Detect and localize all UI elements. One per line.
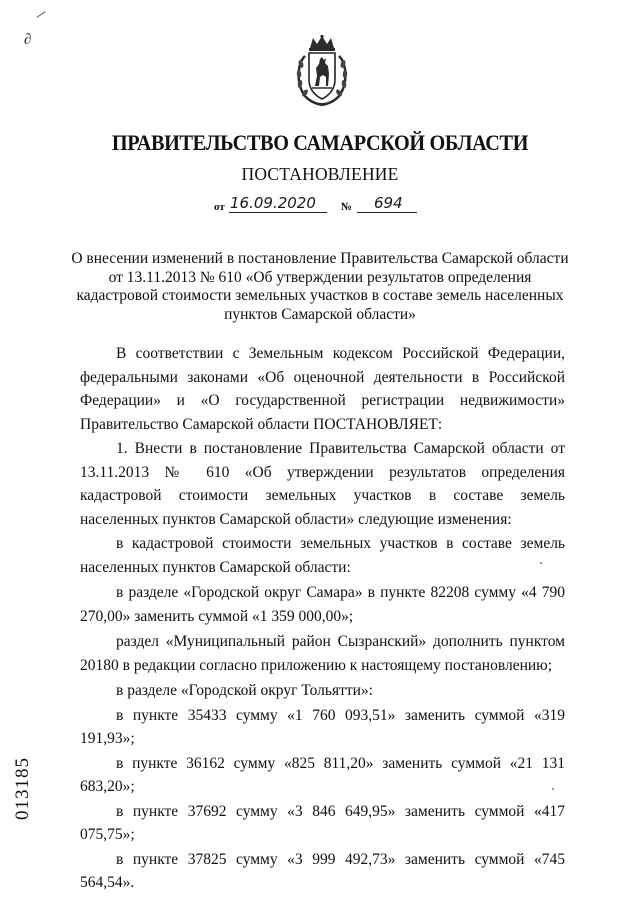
date-prefix: от	[214, 201, 225, 213]
coat-of-arms-samara-icon	[293, 34, 351, 108]
subject-heading: О внесении изменений в постановление Правительства Самарской области от 13.11.2013 № 610 «Об утверждении результатов определения кадастровой стоимости земельных участков в составе земель населенных пунктов Самарской области»	[71, 250, 569, 323]
body-paragraph: в пункте 35433 сумму «1 760 093,51» заменить суммой «319 191,93»;	[80, 706, 565, 747]
number-prefix: №	[341, 201, 353, 213]
side-registration-number: 013185	[12, 757, 33, 820]
body-paragraph: в пункте 36162 сумму «825 811,20» заменить суммой «21 131 683,20»;	[80, 754, 565, 795]
number-underline	[357, 212, 417, 213]
body-paragraph: в разделе «Городской округ Тольятти»:	[116, 682, 373, 699]
body-paragraph: в пункте 37825 сумму «3 999 492,73» заменить суммой «745 564,54».	[80, 850, 565, 891]
body-paragraph: в разделе «Городской округ Самара» в пункте 82208 сумму «4 790 270,00» заменить суммой «1 359 000,00»;	[80, 584, 565, 625]
resolution-body	[80, 342, 565, 895]
date-handwritten: 16.09.2020	[230, 194, 316, 212]
body-paragraph: в кадастровой стоимости земельных участков в составе земель населенных пунктов Самарской области:	[80, 535, 565, 576]
handwritten-corner-mark: ∂	[24, 32, 32, 48]
body-paragraph: в пункте 37692 сумму «3 846 649,95» заменить суммой «417 075,75»;	[80, 802, 565, 843]
scan-speck	[552, 788, 554, 790]
date-number-line	[214, 196, 454, 216]
date-underline	[229, 212, 327, 213]
body-paragraph: В соответствии с Земельным кодексом Российской Федерации, федеральными законами «Об оценочной деятельности в Российской Федерации» и «О государственной регистрации недвижимости» Правительство Самарской области ПОСТАНОВЛЯЕТ:	[80, 345, 565, 433]
body-paragraph: 1. Внести в постановление Правительства Самарской области от 13.11.2013 № 610 «Об утверждении результатов определения кадастровой стоимости земельных участков в составе земель населенных пунктов Самарской области» следующие изменения:	[80, 440, 565, 528]
body-paragraph: раздел «Муниципальный район Сызранский» дополнить пунктом 20180 в редакции согласно приложению к настоящему постановлению;	[80, 633, 565, 674]
scan-mark	[37, 11, 46, 18]
government-title: ПРАВИТЕЛЬСТВО САМАРСКОЙ ОБЛАСТИ	[111, 130, 529, 155]
scan-speck	[540, 562, 542, 564]
document-type: ПОСТАНОВЛЕНИЕ	[241, 164, 399, 184]
number-handwritten: 694	[374, 194, 403, 212]
